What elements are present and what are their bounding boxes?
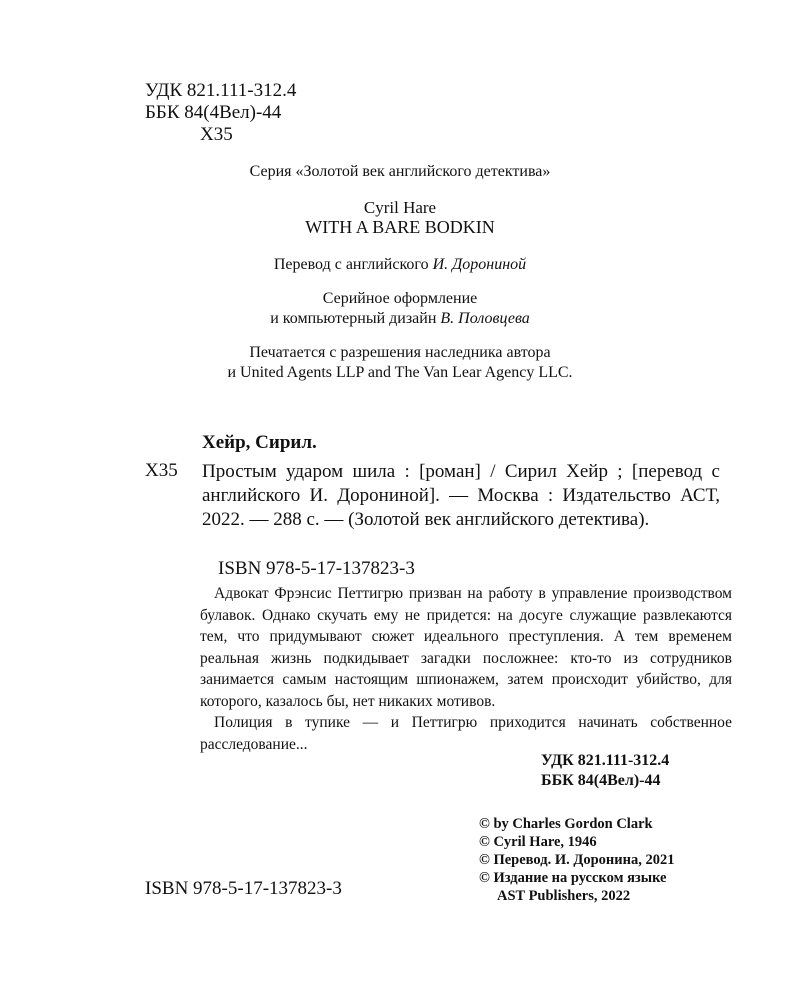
catalog-isbn: ISBN 978-5-17-137823-3 (218, 558, 415, 579)
author-mark: Х35 (200, 124, 233, 145)
catalog-heading: Хейр, Сирил. (202, 432, 317, 453)
copyright-line: AST Publishers, 2022 (497, 888, 631, 904)
design-line-1: Серийное оформление (322, 290, 478, 307)
series-title: Серия «Золотой век английского детектива» (249, 163, 551, 180)
copyright-line: © Cyril Hare, 1946 (479, 834, 597, 850)
annotation (200, 583, 732, 755)
permission-line-1: Печатается с разрешения наследника автора (249, 344, 551, 361)
catalog-description: Простым ударом шила : [роман] / Сирил Хейр ; [перевод с английского И. Дорониной]. — Москва : Издательство АСТ, 2022. — 288 с. — (Золотой век английского детектива). (202, 461, 720, 530)
permission-line-2: и United Agents LLP and The Van Lear Agency LLC. (227, 364, 573, 381)
copyright-line: © Издание на русском языке (479, 870, 667, 886)
translation-prefix: Перевод с английского (273, 256, 429, 273)
design-prefix: и компьютерный дизайн (270, 310, 437, 327)
translation-credit (0, 256, 800, 274)
annotation-paragraph: Адвокат Фрэнсис Петтигрю призван на работу в управление производством булавок. Однако скучать ему не придется: на досуге служащие развлекаются тем, что придумывают сюжет идеального преступления. А тем временем реальная жизнь подкидывает загадки посложнее: кто-то из сотрудников занимается самым настоящим шпионажем, затем происходит убийство, для которого, казалось бы, нет никаких мотивов. (200, 585, 732, 710)
bbk-code-bottom: ББК 84(4Вел)-44 (541, 772, 661, 789)
catalog-mark: Х35 (145, 460, 178, 481)
original-title: WITH A BARE BODKIN (305, 217, 495, 237)
translator-name: И. Дорониной (432, 256, 527, 273)
original-author: Cyril Hare (363, 198, 437, 217)
copyright-line: © by Charles Gordon Clark (479, 816, 653, 832)
design-credit (0, 310, 800, 328)
udk-code-bottom: УДК 821.111-312.4 (541, 752, 670, 769)
copyright-line: © Перевод. И. Доронина, 2021 (479, 852, 675, 868)
designer-name: В. Половцева (440, 310, 530, 327)
annotation-paragraph: Полиция в тупике — и Петтигрю приходится начинать собственное расследование... (200, 714, 732, 753)
bbk-code: ББК 84(4Вел)-44 (145, 102, 282, 123)
udk-code: УДК 821.111-312.4 (145, 80, 297, 101)
isbn-bottom: ISBN 978-5-17-137823-3 (145, 878, 342, 899)
